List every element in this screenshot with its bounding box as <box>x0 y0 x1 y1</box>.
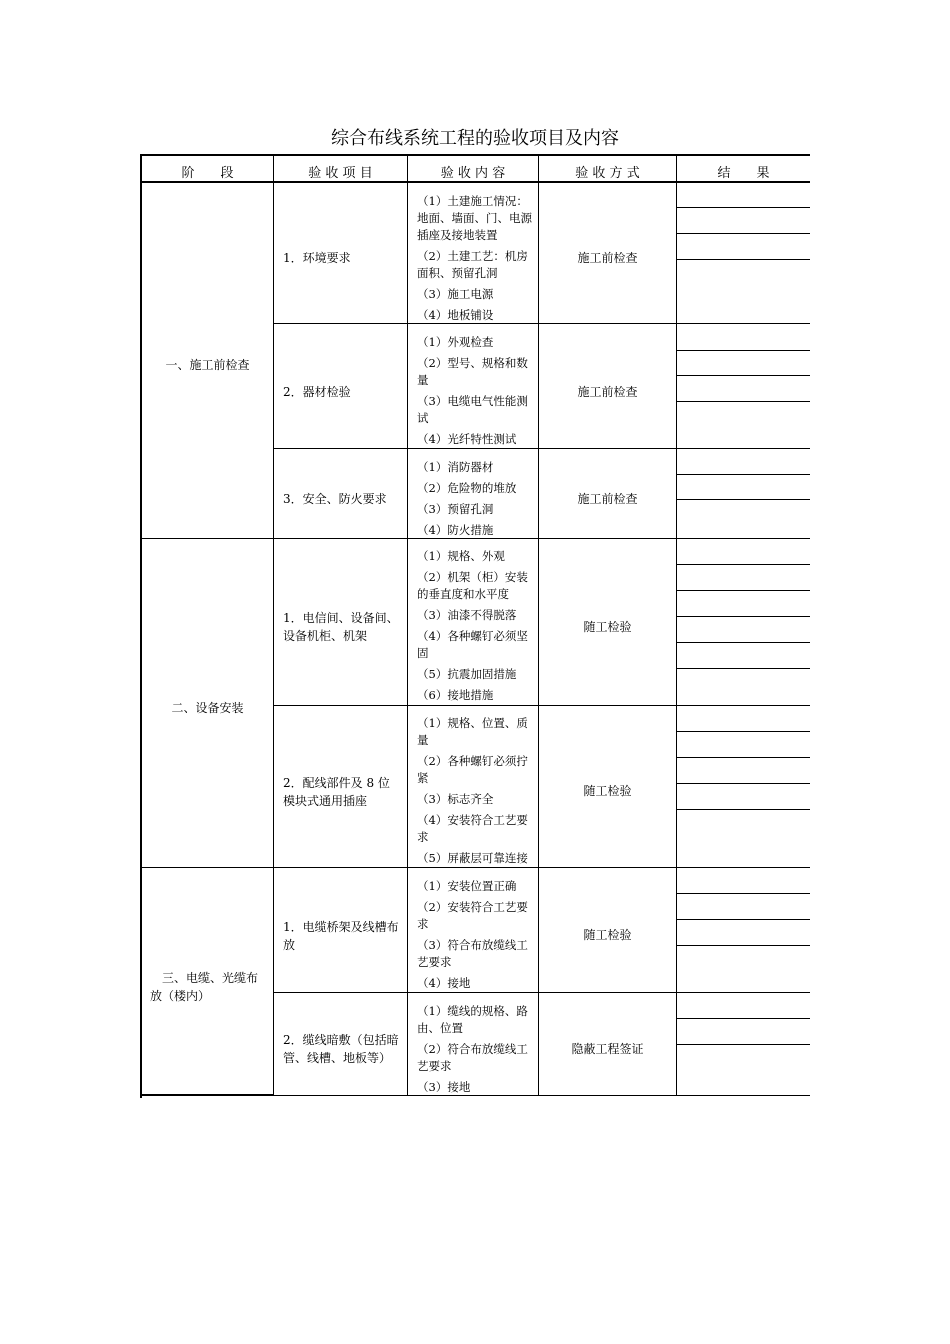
result-line <box>676 375 810 376</box>
result-line <box>676 668 810 669</box>
content-line: （1）土建施工情况：地面、墙面、门、电源插座及接地装置 <box>417 194 532 242</box>
stage-divider <box>140 867 810 868</box>
content-line: （4）防火措施 <box>417 523 494 537</box>
header-method: 验 收 方 式 <box>575 166 640 181</box>
result-line <box>676 207 810 208</box>
content-line: （1）规格、位置、质量 <box>417 716 528 747</box>
content-line: （1）缆线的规格、路由、位置 <box>417 1004 528 1035</box>
item-method: 隐蔽工程签证 <box>571 1042 644 1056</box>
item-contents <box>417 334 532 448</box>
result-line <box>676 590 810 591</box>
result-line <box>676 259 810 260</box>
content-line: （6）接地措施 <box>417 688 494 702</box>
item-contents <box>417 548 532 704</box>
table-bottom-border <box>273 1095 810 1096</box>
stage-name: 一、施工前检查 <box>165 358 250 372</box>
content-line: （2）型号、规格和数量 <box>417 356 528 387</box>
result-line <box>676 564 810 565</box>
item-name: 2．缆线暗敷（包括暗管、线槽、地板等） <box>283 1033 399 1065</box>
content-line: （5）屏蔽层可靠连接 <box>417 851 528 865</box>
header-content: 验 收 内 容 <box>440 166 506 181</box>
content-line: （5）抗震加固措施 <box>417 667 517 681</box>
page-title: 综合布线系统工程的验收项目及内容 <box>331 128 619 149</box>
stage-name: 二、设备安装 <box>171 701 244 715</box>
content-line: （3）电缆电气性能测试 <box>417 394 528 425</box>
content-line: （3）施工电源 <box>417 287 494 301</box>
item-name: 1．电缆桥架及线槽布放 <box>283 920 399 952</box>
content-line: （1）规格、外观 <box>417 549 505 563</box>
content-line: （1）外观检查 <box>417 335 494 349</box>
result-line <box>676 1044 810 1045</box>
result-line <box>676 350 810 351</box>
item-name: 3．安全、防火要求 <box>283 492 387 506</box>
col-divider <box>676 155 677 1096</box>
item-name: 2．配线部件及 8 位模块式通用插座 <box>283 776 390 808</box>
result-line <box>676 783 810 784</box>
content-line: （2）安装符合工艺要求 <box>417 900 528 931</box>
content-line: （3）标志齐全 <box>417 792 494 806</box>
header-stage: 阶 段 <box>181 166 234 181</box>
result-line <box>676 1018 810 1019</box>
item-method: 施工前检查 <box>577 385 638 399</box>
content-line: （2）机架（柜）安装的垂直度和水平度 <box>417 570 528 601</box>
result-line <box>676 401 810 402</box>
result-line <box>676 233 810 234</box>
result-line <box>676 919 810 920</box>
content-line: （4）地板铺设 <box>417 308 494 322</box>
result-line <box>676 642 810 643</box>
item-divider <box>273 705 810 706</box>
content-line: （4）安装符合工艺要求 <box>417 813 528 844</box>
result-line <box>676 474 810 475</box>
item-name: 2．器材检验 <box>283 385 351 399</box>
item-contents <box>417 459 532 539</box>
item-divider <box>273 992 810 993</box>
content-line: （2）危险物的堆放 <box>417 481 517 495</box>
result-line <box>676 893 810 894</box>
content-line: （1）安装位置正确 <box>417 879 517 893</box>
col-divider <box>273 155 274 1096</box>
item-name: 1．环境要求 <box>283 251 351 265</box>
item-method: 随工检验 <box>583 928 632 942</box>
result-line <box>676 499 810 500</box>
item-method: 施工前检查 <box>577 251 638 265</box>
col-divider <box>407 155 408 1096</box>
content-line: （3）油漆不得脱落 <box>417 608 517 622</box>
item-contents <box>417 878 532 992</box>
item-divider <box>273 323 810 324</box>
item-method: 随工检验 <box>583 784 632 798</box>
item-method: 施工前检查 <box>577 492 638 506</box>
content-line: （4）光纤特性测试 <box>417 432 517 446</box>
result-line <box>676 616 810 617</box>
result-line <box>676 731 810 732</box>
result-line <box>676 757 810 758</box>
result-line <box>676 809 810 810</box>
item-contents <box>417 1003 532 1096</box>
content-line: （1）消防器材 <box>417 460 494 474</box>
stage-name: 三、电缆、光缆布放（楼内） <box>150 971 259 1003</box>
content-line: （3）接地 <box>417 1080 471 1094</box>
item-contents <box>417 715 532 867</box>
content-line: （3）符合布放缆线工艺要求 <box>417 938 528 969</box>
content-line: （2）符合布放缆线工艺要求 <box>417 1042 528 1073</box>
item-method: 随工检验 <box>583 620 632 634</box>
header-divider <box>140 181 810 183</box>
table-left-border <box>140 156 142 1098</box>
content-line: （3）预留孔洞 <box>417 502 494 516</box>
content-line: （4）接地 <box>417 976 471 990</box>
content-line: （4）各种螺钉必须坚固 <box>417 629 528 660</box>
header-result: 结 果 <box>717 166 770 181</box>
header-item: 验 收 项 目 <box>308 166 373 181</box>
item-divider <box>273 448 810 449</box>
table-bottom-border <box>140 1094 274 1096</box>
item-contents <box>417 193 532 324</box>
result-line <box>676 945 810 946</box>
content-line: （2）土建工艺：机房面积、预留孔洞 <box>417 249 528 280</box>
item-name: 1．电信间、设备间、设备机柜、机架 <box>283 611 399 643</box>
content-line: （2）各种螺钉必须拧紧 <box>417 754 528 785</box>
